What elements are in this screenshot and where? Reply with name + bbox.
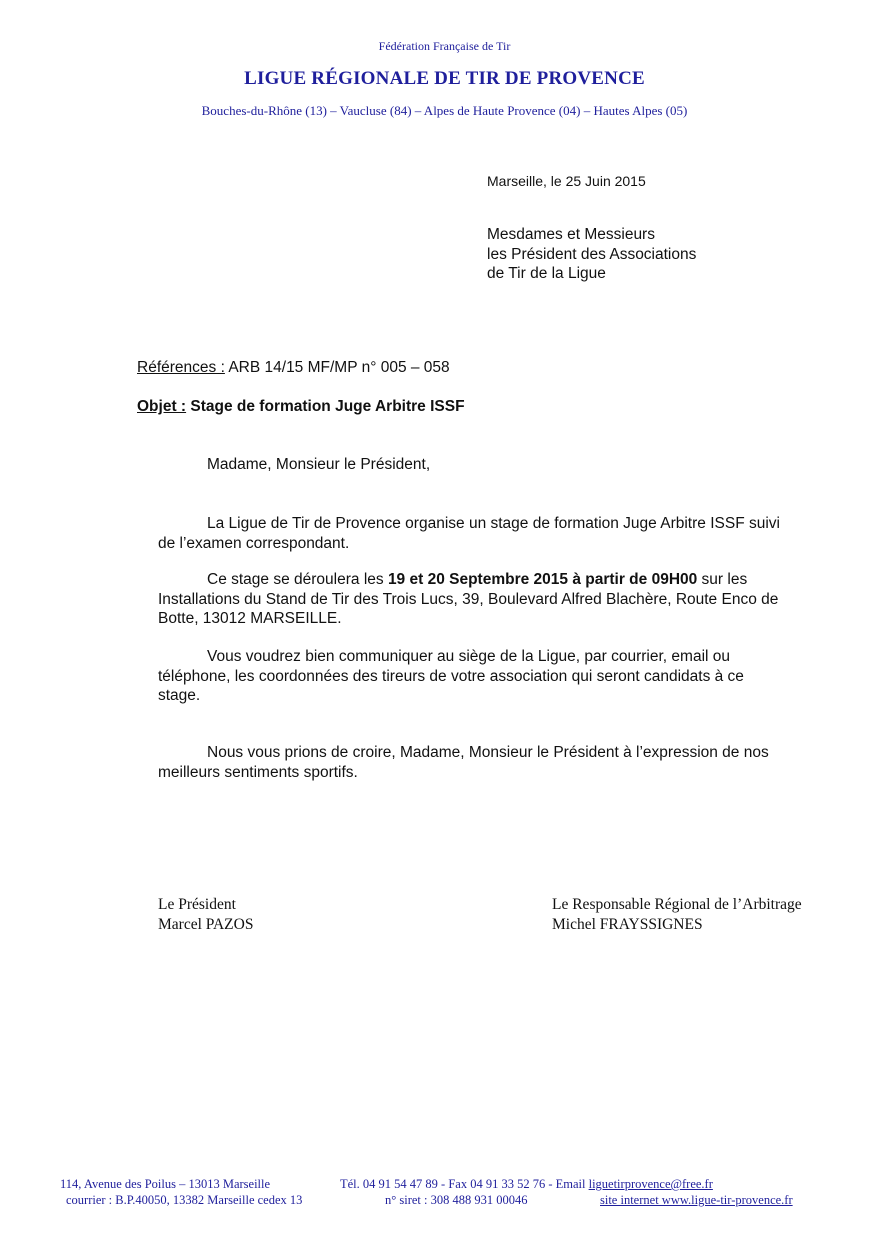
recipient-line: de Tir de la Ligue <box>487 265 606 282</box>
footer-phone-fax: Tél. 04 91 54 47 89 - Fax 04 91 33 52 76 - Email <box>340 1177 589 1191</box>
paragraph-line: stage. <box>158 687 201 704</box>
signature-title: Le Président <box>158 896 236 913</box>
recipient-line: les Président des Associations <box>487 245 697 263</box>
signature-right <box>552 895 802 935</box>
recipient-line: Mesdames et Messieurs <box>487 226 655 243</box>
paragraph-1 <box>158 514 848 553</box>
closing <box>158 743 848 782</box>
footer-email-link[interactable]: liguetirprovence@free.fr <box>588 1177 713 1191</box>
date-time-highlight: 19 et 20 Septembre 2015 à partir de 09H00 <box>387 571 698 588</box>
signature-title: Le Responsable Régional de l’Arbitrage <box>552 896 802 913</box>
objet-value: Stage de formation Juge Arbitre ISSF <box>186 398 465 415</box>
paragraph-line: meilleurs sentiments sportifs. <box>158 763 358 781</box>
footer-address: 114, Avenue des Poilus – 13013 Marseille <box>60 1177 271 1191</box>
paragraph-3 <box>158 647 848 706</box>
paragraph-2 <box>158 570 848 629</box>
paragraph-line: téléphone, les coordonnées des tireurs de votre association qui seront candidats à ce <box>158 667 744 685</box>
objet <box>137 398 465 416</box>
league-title: LIGUE RÉGIONALE DE TIR DE PROVENCE <box>244 68 645 89</box>
signature-name: Michel FRAYSSIGNES <box>552 916 703 933</box>
signature-left <box>158 895 253 935</box>
departments-line: Bouches-du-Rhône (13) – Vaucluse (84) – Alpes de Haute Provence (04) – Hautes Alpes (05) <box>201 103 688 118</box>
footer-siret: n° siret : 308 488 931 00046 <box>385 1193 528 1207</box>
signature-name: Marcel PAZOS <box>158 916 254 933</box>
paragraph-text: sur les <box>697 571 748 588</box>
paragraph-line <box>158 570 848 590</box>
footer-website-link[interactable]: site internet www.ligue-tir-provence.fr <box>600 1193 793 1207</box>
place-date: Marseille, le 25 Juin 2015 <box>487 173 646 189</box>
references-label: Références : <box>137 359 225 376</box>
footer-contact <box>340 1177 713 1192</box>
references-value: ARB 14/15 MF/MP n° 005 – 058 <box>224 359 450 376</box>
paragraph-line: Vous voudrez bien communiquer au siège de la Ligue, par courrier, email ou <box>207 648 731 665</box>
references <box>137 359 450 377</box>
footer-postal: courrier : B.P.40050, 13382 Marseille cedex 13 <box>66 1193 303 1207</box>
paragraph-text: Ce stage se déroulera les <box>207 571 388 588</box>
federation-name: Fédération Française de Tir <box>378 39 511 53</box>
recipient-block <box>487 225 696 284</box>
paragraph-line: de l’examen correspondant. <box>158 534 350 552</box>
salutation: Madame, Monsieur le Président, <box>207 456 431 473</box>
paragraph-line: Nous vous prions de croire, Madame, Monsieur le Président à l’expression de nos <box>207 744 769 761</box>
objet-label: Objet : <box>137 398 187 415</box>
paragraph-line: Botte, 13012 MARSEILLE. <box>158 610 342 627</box>
paragraph-line: La Ligue de Tir de Provence organise un stage de formation Juge Arbitre ISSF suivi <box>207 515 780 532</box>
paragraph-line: Installations du Stand de Tir des Trois Lucs, 39, Boulevard Alfred Blachère, Route Enco de <box>158 590 779 608</box>
